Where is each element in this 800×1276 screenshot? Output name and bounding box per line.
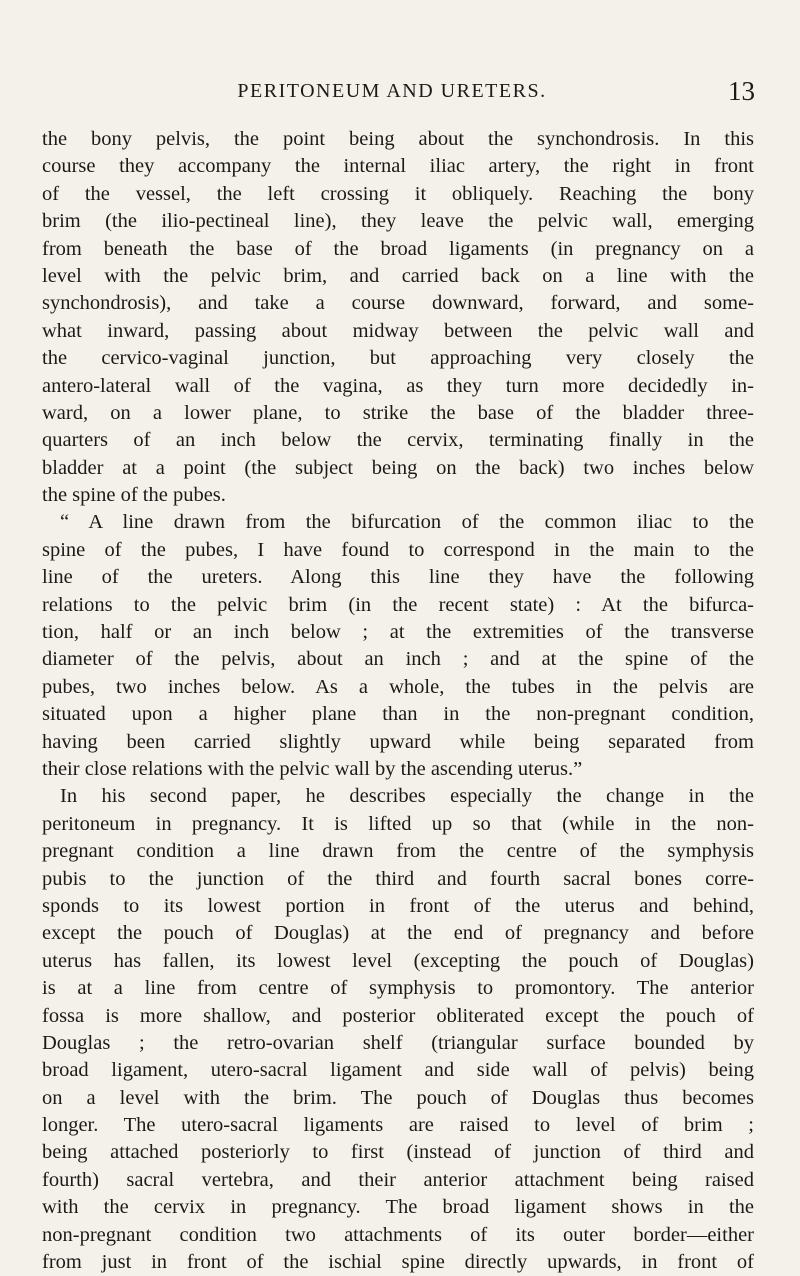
text-line: pregnant condition a line drawn from the centre of the symphysis — [42, 840, 754, 863]
text-line: uterus has fallen, its lowest level (excepting the pouch of Douglas) — [42, 949, 754, 972]
text-line: non-pregnant condition two attachments of its outer border—either — [42, 1223, 754, 1246]
text-line: In his second paper, he describes especially the change in the — [60, 785, 754, 808]
text-line: line of the ureters. Along this line they have the following — [42, 566, 754, 589]
text-line: the spine of the pubes. — [42, 484, 226, 507]
text-line: spine of the pubes, I have found to correspond in the main to the — [42, 538, 754, 561]
text-line: the bony pelvis, the point being about the synchondrosis. In this — [42, 128, 754, 150]
text-line: situated upon a higher plane than in the non-pregnant condition, — [42, 703, 754, 726]
text-line: Douglas ; the retro-ovarian shelf (triangular surface bounded by — [42, 1031, 754, 1054]
text-line: of the vessel, the left crossing it obliquely. Reaching the bony — [42, 182, 754, 205]
text-line: relations to the pelvic brim (in the recent state) : At the bifurca- — [42, 593, 754, 616]
text-line: diameter of the pelvis, about an inch ; and at the spine of the — [42, 648, 754, 671]
text-line: synchondrosis), and take a course downward, forward, and some- — [42, 292, 754, 315]
running-head — [42, 76, 755, 108]
text-line: pubes, two inches below. As a whole, the tubes in the pelvis are — [42, 675, 754, 698]
text-line: having been carried slightly upward while being separated from — [42, 730, 754, 753]
text-line: from just in front of the ischial spine directly upwards, in front of — [42, 1251, 754, 1274]
text-line: being attached posteriorly to first (instead of junction of third and — [42, 1141, 754, 1164]
text-line: on a level with the brim. The pouch of Douglas thus becomes — [42, 1086, 754, 1109]
page-number: 13 — [728, 76, 755, 106]
text-line: longer. The utero-sacral ligaments are raised to level of brim ; — [42, 1114, 754, 1137]
text-line: “ A line drawn from the bifurcation of the common iliac to the — [60, 511, 754, 534]
text-line: broad ligament, utero-sacral ligament and side wall of pelvis) being — [42, 1059, 754, 1082]
text-line: from beneath the base of the broad ligaments (in pregnancy on a — [42, 237, 754, 260]
text-line: brim (the ilio-pectineal line), they leave the pelvic wall, emerging — [42, 210, 754, 233]
text-line: bladder at a point (the subject being on the back) two inches below — [42, 456, 754, 479]
text-line: with the cervix in pregnancy. The broad ligament shows in the — [42, 1196, 754, 1219]
text-line: ward, on a lower plane, to strike the base of the bladder three- — [42, 401, 754, 424]
text-line: antero-lateral wall of the vagina, as they turn more decidedly in- — [42, 374, 754, 397]
text-line: course they accompany the internal iliac artery, the right in front — [42, 155, 754, 178]
text-line: sponds to its lowest portion in front of the uterus and behind, — [42, 894, 754, 917]
text-line: the cervico-vaginal junction, but approaching very closely the — [42, 347, 754, 370]
running-title: PERITONEUM AND URETERS. — [237, 80, 547, 102]
text-line: peritoneum in pregnancy. It is lifted up so that (while in the non- — [42, 812, 754, 835]
text-line: their close relations with the pelvic wall by the ascending uterus.” — [42, 757, 583, 780]
text-line: fourth) sacral vertebra, and their anterior attachment being raised — [42, 1168, 754, 1191]
text-line: fossa is more shallow, and posterior obliterated except the pouch of — [42, 1004, 754, 1027]
text-line: level with the pelvic brim, and carried back on a line with the — [42, 264, 754, 287]
text-line: quarters of an inch below the cervix, terminating finally in the — [42, 429, 754, 452]
text-line: what inward, passing about midway between the pelvic wall and — [42, 319, 754, 342]
text-line: is at a line from centre of symphysis to promontory. The anterior — [42, 977, 754, 1000]
text-line: tion, half or an inch below ; at the extremities of the transverse — [42, 621, 754, 644]
text-line: except the pouch of Douglas) at the end of pregnancy and before — [42, 922, 754, 945]
text-line: pubis to the junction of the third and fourth sacral bones corre- — [42, 867, 754, 890]
body-text — [42, 126, 754, 1276]
